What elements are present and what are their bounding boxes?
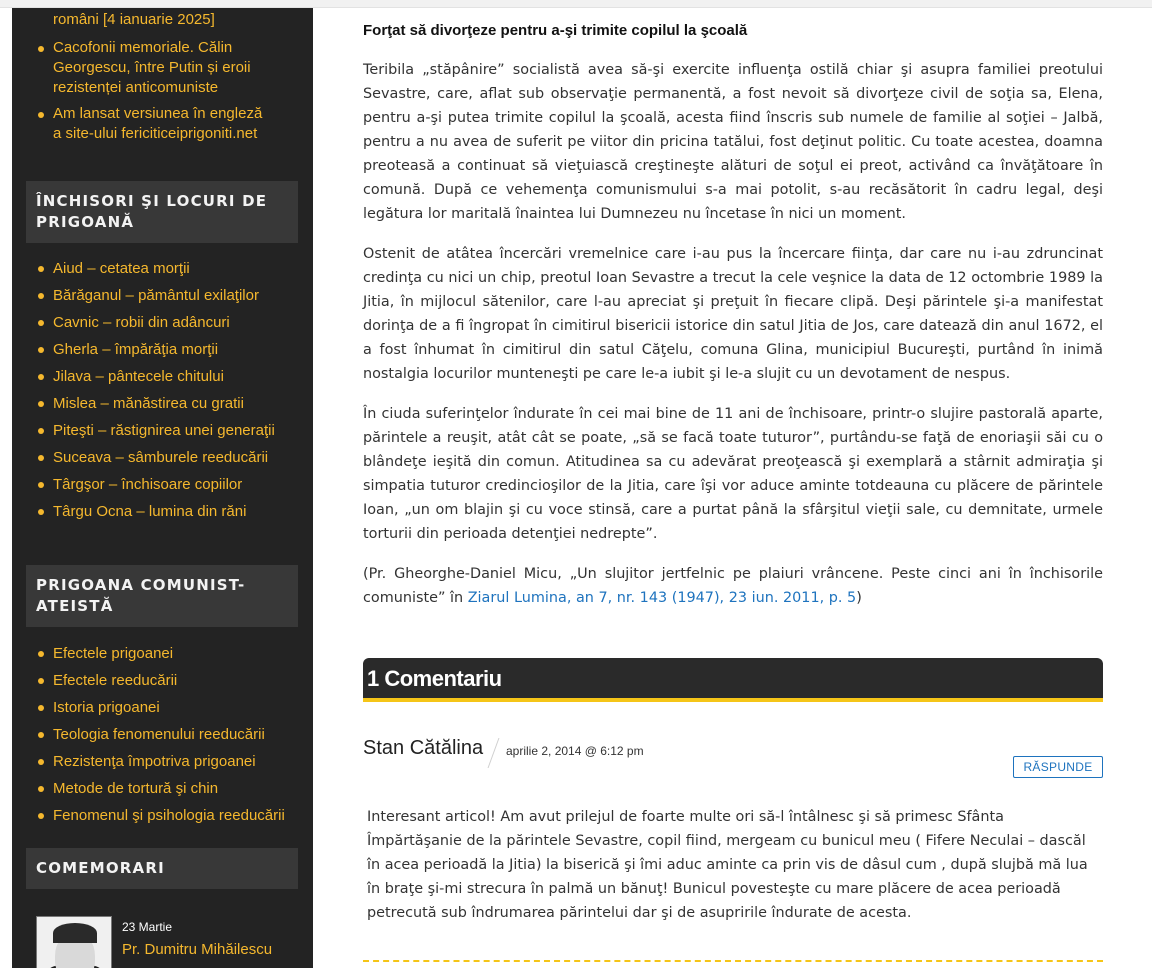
comments-title: 1 Comentariu: [367, 666, 502, 691]
bullet-icon: [38, 759, 44, 765]
comment-divider: [363, 960, 1103, 962]
bullet-icon: [38, 651, 44, 657]
source-link[interactable]: Ziarul Lumina, an 7, nr. 143 (1947), 23 iun. 2011, p. 5: [467, 590, 857, 606]
list-item[interactable]: [12, 390, 313, 417]
bullet-icon: [38, 428, 44, 434]
persecution-link[interactable]: Efectele prigoanei: [53, 645, 174, 662]
list-item[interactable]: [12, 775, 313, 802]
bullet-icon: [38, 813, 44, 819]
widget-title-persecution: PRIGOANA COMUNIST-ATEISTĂ: [26, 565, 298, 627]
prisons-list: [12, 255, 313, 525]
comment-body: Interesant articol! Am avut prilejul de foarte multe ori să-l întâlnesc şi să primesc Sfânta Împărtăşanie de la părintele Sevastre, copil fiind, mergeam cu bunicul meu ( Fifere Neculai – dascăl în acea perioadă la Jitia) la biserică şi îmi aduc aminte ca prin vis de dâsul cum , după slujbă mă lua în braţe şi-mi strecura în palmă un bănuţ! Bunicul povesteşte cu mare plăcere de acea perioadă petrecută sub îndrumarea părintelui dar şi de asupririle îndurate de acesta.: [367, 809, 1088, 921]
recent-post-link[interactable]: Cacofonii memoriale. Călin Georgescu, între Putin și eroii rezistenței anticomuniste: [53, 39, 251, 96]
bullet-icon: [38, 293, 44, 299]
source-prefix: (Pr. Gheorghe-Daniel Micu, „Un slujitor jertfelnic pe plaiuri vrâncene. Peste cinci ani în închisorile comuniste” în: [363, 566, 1103, 606]
persecution-link[interactable]: Fenomenul şi psihologia reeducării: [53, 807, 285, 824]
comment-author: Stan Cătălina: [363, 737, 484, 759]
list-item[interactable]: [12, 444, 313, 471]
bullet-icon: [38, 374, 44, 380]
recent-post-link[interactable]: români [4 ianuarie 2025]: [53, 11, 215, 28]
bullet-icon: [38, 732, 44, 738]
list-item[interactable]: [12, 309, 313, 336]
list-item[interactable]: [12, 38, 282, 98]
browser-top-edge: [0, 0, 1152, 8]
widget-title-prisons: ÎNCHISORI ŞI LOCURI DE PRIGOANĂ: [26, 181, 298, 243]
source-suffix: ): [856, 590, 862, 606]
prison-link[interactable]: Jilava – pântecele chitului: [53, 368, 224, 385]
list-item[interactable]: [12, 471, 313, 498]
prison-link[interactable]: Aiud – cetatea morţii: [53, 260, 190, 277]
article-paragraph: Teribila „stăpânire” socialistă avea să-şi exercite influenţa ostilă chiar şi asupra familiei preotului Sevastre, care, aflat sub observaţie permanentă, a fost nevoit să divorţeze civil de soţia sa, Elena, pentru a-şi putea trimite copilul la şcoală, acesta fiind înscris sub numele de familie al soţiei – Jalbă, pentru a nu avea de suferit pe viitor din pricina tatălui, fost deţinut politic. Cu toate acestea, doamna preoteasă a continuat să vieţuiască creştineşte alături de soţul ei preot, activând ca învăţătoare în comună. După ce vehemenţa comunismului s-a mai potolit, s-au recăsătorit în cadru legal, deşi legătura lor maritală înaintea lui Dumnezeu nu încetase în nici un moment.: [363, 62, 1103, 222]
reply-button[interactable]: RĂSPUNDE: [1013, 756, 1103, 778]
article-paragraph: În ciuda suferinţelor îndurate în cei mai bine de 11 ani de închisoare, printr-o slujire pastorală aparte, părintele a reuşit, atât cât se poate, „să se facă toate tuturor”, purtându-se faţă de enoriaşii săi cu o blândeţe ieşită din comun. Atitudinea sa cu adevărat preoţească şi exemplară a stârnit admiraţia şi simpatia tuturor credincioşilor de la Jitia, care îşi vor aduce aminte totdeauna cu plăcere de părintele Ioan, „un om blajin şi cu voce stinsă, care a purtat până la sfârşitul vieţii sale, cu demnitate, urmele torturii din perioada detenţiei nedrepte”.: [363, 406, 1103, 542]
bullet-icon: [38, 678, 44, 684]
list-item[interactable]: [12, 255, 313, 282]
persecution-link[interactable]: Metode de tortură şi chin: [53, 780, 219, 797]
persecution-link[interactable]: Efectele reeducării: [53, 672, 178, 689]
bullet-icon: [38, 401, 44, 407]
prison-link[interactable]: Cavnic – robii din adâncuri: [53, 314, 230, 331]
list-item[interactable]: [12, 748, 313, 775]
persecution-link[interactable]: Rezistenţa împotriva prigoanei: [53, 753, 256, 770]
widget-title-commemorations: COMEMORARI: [26, 848, 298, 889]
persecution-link[interactable]: Istoria prigoanei: [53, 699, 160, 716]
bullet-icon: [38, 347, 44, 353]
list-item[interactable]: [12, 667, 313, 694]
prison-link[interactable]: Bărăganul – pământul exilaţilor: [53, 287, 259, 304]
comment-date-link[interactable]: aprilie 2, 2014 @ 6:12 pm: [506, 744, 644, 758]
list-item[interactable]: [12, 498, 313, 525]
commemoration-portrait[interactable]: [36, 916, 112, 968]
bullet-icon: [38, 320, 44, 326]
bullet-icon: [38, 112, 44, 118]
bullet-icon: [38, 46, 44, 52]
list-item[interactable]: [12, 721, 313, 748]
section-heading: Forţat să divorţeze pentru a-şi trimite copilul la şcoală: [363, 22, 748, 39]
list-item[interactable]: [12, 694, 313, 721]
list-item[interactable]: [12, 336, 313, 363]
sidebar: [12, 8, 313, 968]
list-item[interactable]: [12, 10, 313, 30]
list-item[interactable]: [12, 417, 313, 444]
bullet-icon: [38, 482, 44, 488]
bullet-icon: [38, 705, 44, 711]
list-item[interactable]: [12, 363, 313, 390]
prison-link[interactable]: Târgşor – închisoare copiilor: [53, 476, 243, 493]
prison-link[interactable]: Gherla – împărăţia morţii: [53, 341, 219, 358]
source-citation: [363, 562, 1103, 610]
prison-link[interactable]: Târgu Ocna – lumina din răni: [53, 503, 247, 520]
portrait-hair: [53, 923, 97, 943]
persecution-list: [12, 640, 313, 829]
list-item[interactable]: [12, 640, 313, 667]
list-item[interactable]: [12, 282, 313, 309]
comment-separator: [488, 738, 500, 768]
recent-post-link[interactable]: Am lansat versiunea în engleză a site-ului fericiticeiprigoniti.net: [53, 105, 263, 142]
list-item[interactable]: [12, 104, 282, 144]
prison-link[interactable]: Suceava – sâmburele reeducării: [53, 449, 269, 466]
article-paragraph: Ostenit de atâtea încercări vremelnice care i-au pus la încercare fiinţa, dar care nu i-au zdruncinat credinţa cu nici un chip, preotul Ioan Sevastre a trecut la cele veşnice la data de 12 octombrie 1989 la Jitia, în mijlocul sătenilor, care l-au apreciat şi preţuit în fiecare clipă. Deşi părintele şi-a manifestat dorinţa de a fi îngropat în cimitirul bisericii istorice din satul Jitia de Jos, care datează din anul 1672, el a fost înhumat în cimitirul din satul Căţelu, comuna Glina, municipiul Bucureşti, purtând în inimă nostalgia locurilor munteneşti pe care le-a iubit şi le-a slujit cu un devotament de nespus.: [363, 246, 1103, 382]
list-item[interactable]: [12, 802, 313, 829]
bullet-icon: [38, 509, 44, 515]
bullet-icon: [38, 455, 44, 461]
commemoration-date: 23 Martie: [122, 920, 173, 934]
prison-link[interactable]: Mislea – mănăstirea cu gratii: [53, 395, 244, 412]
bullet-icon: [38, 266, 44, 272]
bullet-icon: [38, 786, 44, 792]
comments-header: [363, 658, 1103, 702]
prison-link[interactable]: Piteşti – răstignirea unei generaţii: [53, 422, 275, 439]
persecution-link[interactable]: Teologia fenomenului reeducării: [53, 726, 265, 743]
commemoration-name-link[interactable]: Pr. Dumitru Mihăilescu: [122, 941, 273, 958]
